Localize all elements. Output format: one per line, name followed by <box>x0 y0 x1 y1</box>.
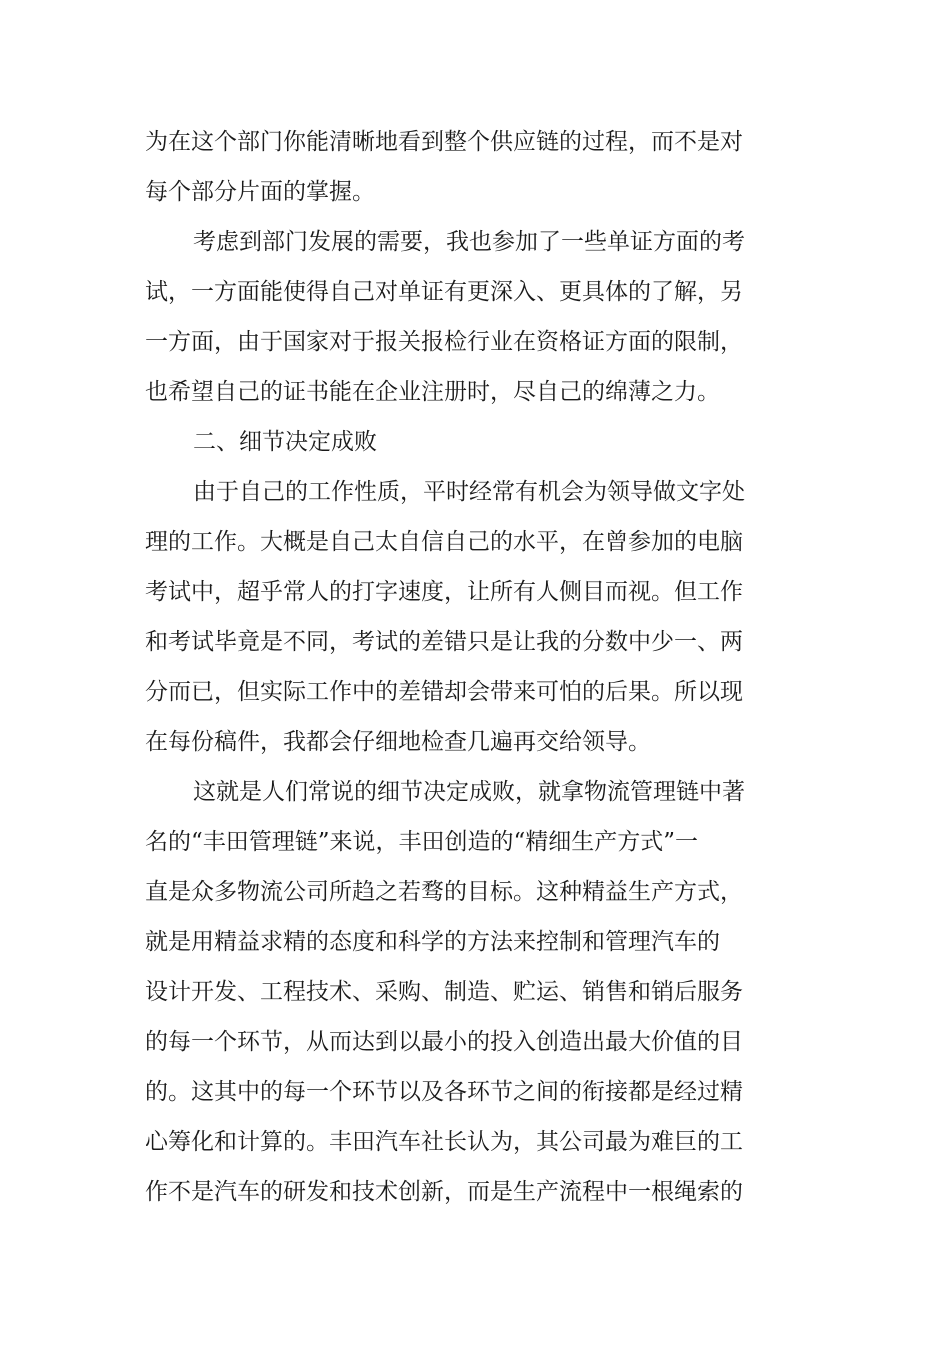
text-line: 直是众多物流公司所趋之若骛的目标。这种精益生产方式， <box>145 879 743 905</box>
text-line: 试，一方面能使得自己对单证有更深入、更具体的了解，另 <box>145 279 743 305</box>
text-line: 也希望自己的证书能在企业注册时，尽自己的绵薄之力。 <box>145 379 720 405</box>
paragraph-start: 由于自己的工作性质，平时经常有机会为领导做文字处 <box>193 479 745 505</box>
text-line: 为在这个部门你能清晰地看到整个供应链的过程，而不是对 <box>145 129 743 155</box>
text-line: 名的“丰田管理链”来说，丰田创造的“精细生产方式”一 <box>145 829 699 855</box>
text-line: 一方面，由于国家对于报关报检行业在资格证方面的限制， <box>145 329 743 355</box>
text-line: 在每份稿件，我都会仔细地检查几遍再交给领导。 <box>145 729 651 755</box>
section-heading: 二、细节决定成败 <box>193 429 377 455</box>
text-line: 心筹化和计算的。丰田汽车社长认为，其公司最为难巨的工 <box>145 1129 743 1155</box>
text-line: 和考试毕竟是不同，考试的差错只是让我的分数中少一、两 <box>145 629 743 655</box>
text-line: 分而已，但实际工作中的差错却会带来可怕的后果。所以现 <box>145 679 743 705</box>
text-line: 作不是汽车的研发和技术创新，而是生产流程中一根绳索的 <box>145 1179 743 1205</box>
paragraph-start: 考虑到部门发展的需要，我也参加了一些单证方面的考 <box>193 229 745 255</box>
text-line: 的每一个环节，从而达到以最小的投入创造出最大价值的目 <box>145 1029 743 1055</box>
text-line: 每个部分片面的掌握。 <box>145 179 375 205</box>
text-line: 理的工作。大概是自己太自信自己的水平，在曾参加的电脑 <box>145 529 743 555</box>
paragraph-start: 这就是人们常说的细节决定成败，就拿物流管理链中著 <box>193 779 745 805</box>
text-line: 设计开发、工程技术、采购、制造、贮运、销售和销后服务 <box>145 979 743 1005</box>
text-line: 就是用精益求精的态度和科学的方法来控制和管理汽车的 <box>145 929 720 955</box>
text-line: 的。这其中的每一个环节以及各环节之间的衔接都是经过精 <box>145 1079 743 1105</box>
text-line: 考试中，超乎常人的打字速度，让所有人侧目而视。但工作 <box>145 579 743 605</box>
